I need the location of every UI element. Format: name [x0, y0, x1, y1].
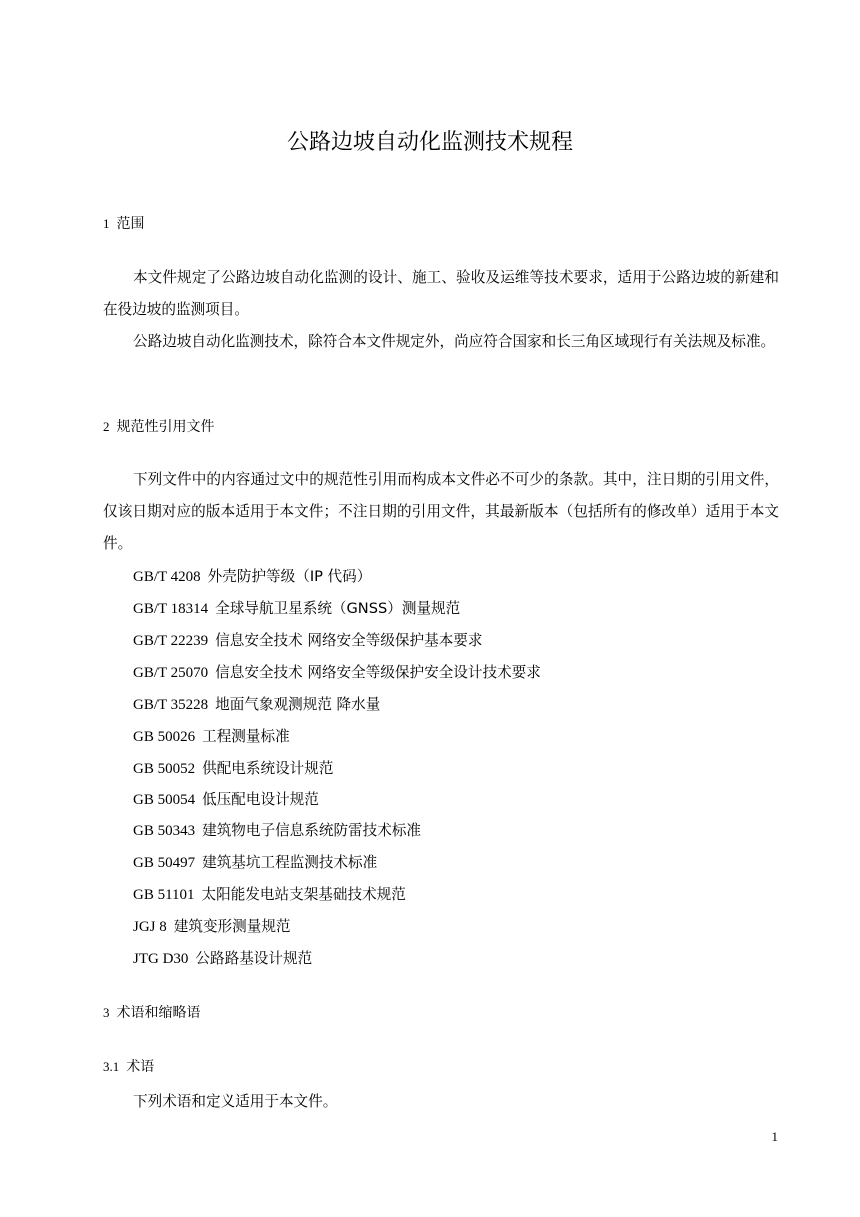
- reference-item: [133, 917, 291, 937]
- reference-item: [133, 727, 290, 747]
- reference-item: [133, 821, 421, 841]
- reference-code: GB 50026: [133, 729, 196, 745]
- section-number: 3: [103, 1005, 110, 1020]
- reference-item: [133, 631, 482, 651]
- reference-title: 地面气象观测规范 降水量: [215, 696, 381, 713]
- section-heading-terms: [103, 1003, 201, 1024]
- reference-item: [133, 790, 319, 810]
- section-heading-scope: [103, 214, 145, 235]
- reference-item: [133, 695, 380, 715]
- page-number: 1: [771, 1129, 778, 1144]
- terms-intro-paragraph: 下列术语和定义适用于本文件。: [133, 1093, 338, 1110]
- section-label: 术语: [126, 1059, 155, 1075]
- section-number: 3.1: [103, 1059, 120, 1074]
- reference-title: 低压配电设计规范: [202, 791, 319, 808]
- document-title: 公路边坡自动化监测技术规程: [286, 130, 573, 155]
- reference-title: 建筑变形测量规范: [173, 918, 291, 935]
- section-number: 2: [103, 419, 110, 434]
- reference-code: GB 50052: [133, 761, 196, 777]
- reference-code: GB/T 22239: [133, 633, 209, 649]
- reference-title: 建筑基坑工程监测技术标准: [202, 854, 378, 871]
- section-label: 规范性引用文件: [116, 419, 215, 435]
- reference-item: [133, 567, 371, 587]
- reference-item: [133, 663, 541, 683]
- reference-title: 供配电系统设计规范: [202, 760, 334, 777]
- reference-code: GB/T 25070: [133, 665, 209, 681]
- references-intro-paragraph: 下列文件中的内容通过文中的规范性引用而构成本文件必不可少的条款。其中，注日期的引用文件，仅该日期对应的版本适用于本文件；不注日期的引用文件，其最新版本（包括所有的修改单）适用于本文件。: [103, 471, 779, 552]
- reference-item: [133, 885, 406, 905]
- reference-code: GB 50054: [133, 792, 196, 808]
- subsection-heading-terms: [103, 1057, 154, 1078]
- reference-code: GB/T 4208: [133, 569, 201, 585]
- scope-paragraph-1: 本文件规定了公路边坡自动化监测的设计、施工、验收及运维等技术要求，适用于公路边坡的新建和在役边坡的监测项目。: [103, 269, 779, 318]
- reference-item: [133, 599, 460, 619]
- reference-title: 太阳能发电站支架基础技术规范: [201, 886, 406, 903]
- reference-item: [133, 853, 377, 873]
- reference-title: 建筑物电子信息系统防雷技术标准: [202, 822, 422, 839]
- scope-paragraph-2: 公路边坡自动化监测技术，除符合本文件规定外，尚应符合国家和长三角区域现行有关法规及标准。: [133, 333, 776, 350]
- reference-code: GB/T 35228: [133, 697, 209, 713]
- section-label: 范围: [116, 216, 145, 232]
- reference-code: JTG D30: [133, 951, 189, 967]
- section-label: 术语和缩略语: [116, 1005, 201, 1021]
- reference-code: GB 51101: [133, 887, 195, 903]
- reference-title: 公路路基设计规范: [195, 950, 313, 967]
- reference-title: 信息安全技术 网络安全等级保护安全设计技术要求: [215, 664, 541, 681]
- reference-code: JGJ 8: [133, 919, 167, 935]
- reference-code: GB 50343: [133, 823, 196, 839]
- reference-code: GB/T 18314: [133, 601, 209, 617]
- reference-title: 工程测量标准: [202, 728, 290, 745]
- section-heading-normative-references: [103, 417, 215, 438]
- reference-title: 全球导航卫星系统（GNSS）测量规范: [215, 600, 461, 617]
- reference-item: [133, 949, 312, 969]
- reference-title: 外壳防护等级（IP 代码）: [207, 568, 372, 585]
- reference-title: 信息安全技术 网络安全等级保护基本要求: [215, 632, 483, 649]
- reference-code: GB 50497: [133, 855, 196, 871]
- reference-item: [133, 759, 333, 779]
- section-number: 1: [103, 216, 110, 231]
